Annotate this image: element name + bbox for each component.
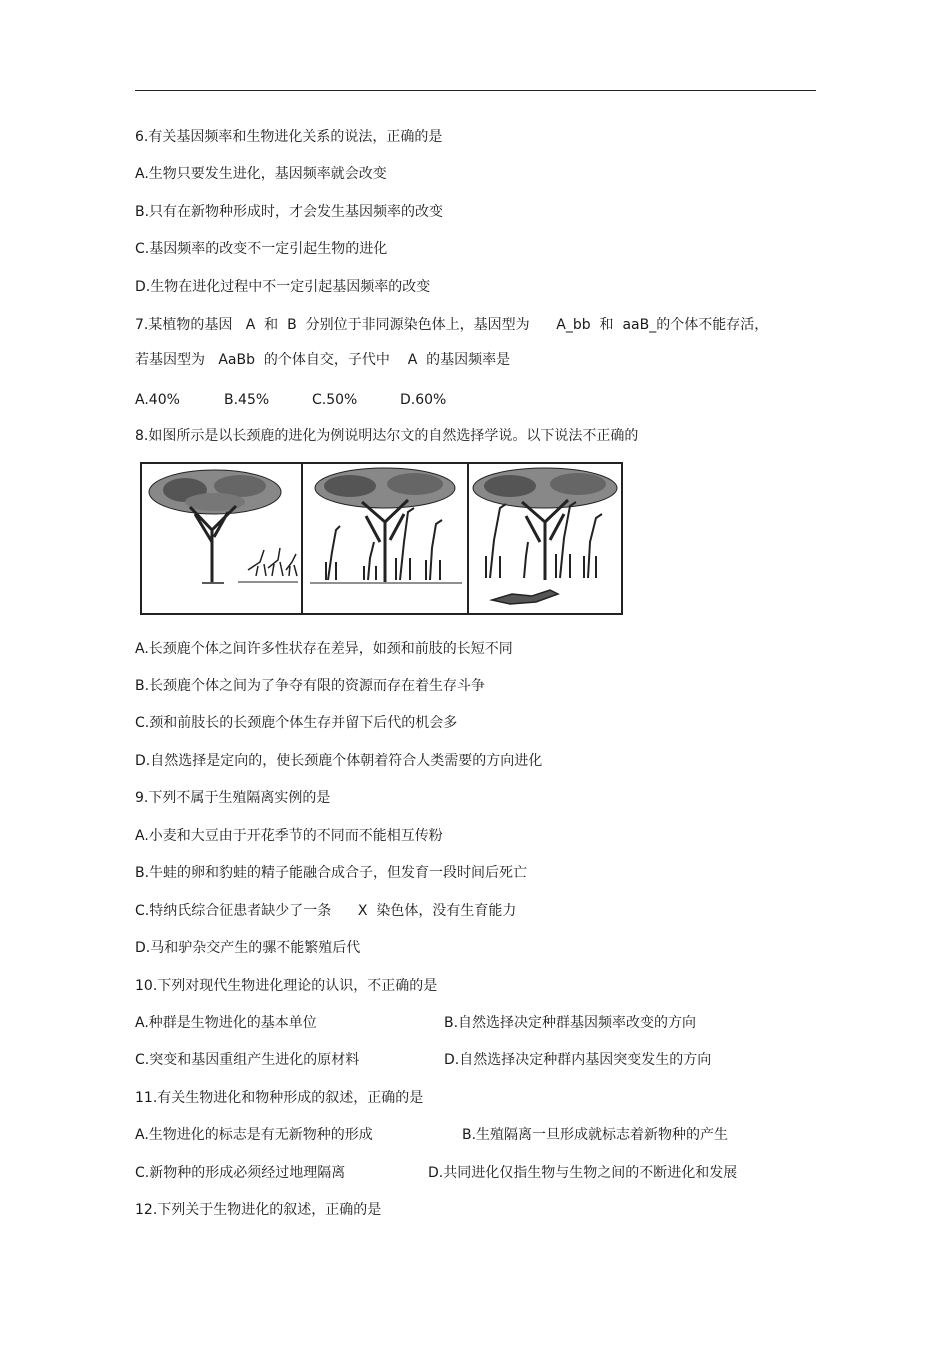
q9-option-a: A.小麦和大豆由于开花季节的不同而不能相互传粉 (135, 828, 443, 844)
q6-option-c: C.基因频率的改变不一定引起生物的进化 (135, 241, 388, 257)
q7-stem-line2: 若基因型为 AaBb 的个体自交，子代中 A 的基因频率是 (135, 352, 511, 368)
q8-option-d: D.自然选择是定向的，使长颈鹿个体朝着符合人类需要的方向进化 (135, 753, 543, 769)
q9-option-c: C.特纳氏综合征患者缺少了一条 X 染色体，没有生育能力 (135, 903, 517, 919)
header-rule (135, 90, 816, 91)
giraffe-evolution-figure (140, 462, 623, 615)
q8-option-a: A.长颈鹿个体之间许多性状存在差异，如颈和前肢的长短不同 (135, 641, 513, 657)
q7-stem-line1: 7.某植物的基因 A 和 B 分别位于非同源染色体上，基因型为 A_bb 和 aaB_的个体不能存活， (135, 317, 769, 333)
q11-option-c: C.新物种的形成必须经过地理隔离 (135, 1165, 346, 1181)
q7-option-b: B.45% (224, 392, 270, 408)
q8-option-b: B.长颈鹿个体之间为了争夺有限的资源而存在着生存斗争 (135, 678, 486, 694)
q10-option-a: A.种群是生物进化的基本单位 (135, 1015, 317, 1031)
q7-option-c: C.50% (312, 392, 358, 408)
q12-stem: 12.下列关于生物进化的叙述，正确的是 (135, 1202, 382, 1218)
q6-option-b: B.只有在新物种形成时，才会发生基因频率的改变 (135, 204, 444, 220)
q11-stem: 11.有关生物进化和物种形成的叙述，正确的是 (135, 1090, 424, 1106)
q8-option-c: C.颈和前肢长的长颈鹿个体生存并留下后代的机会多 (135, 715, 458, 731)
q6-option-d: D.生物在进化过程中不一定引起基因频率的改变 (135, 279, 431, 295)
q9-stem: 9.下列不属于生殖隔离实例的是 (135, 790, 331, 806)
q10-option-b: B.自然选择决定种群基因频率改变的方向 (444, 1015, 697, 1031)
q11-option-d: D.共同进化仅指生物与生物之间的不断进化和发展 (428, 1165, 738, 1181)
q7-option-d: D.60% (400, 392, 447, 408)
q7-option-a: A.40% (135, 392, 180, 408)
q6-stem: 6.有关基因频率和生物进化关系的说法，正确的是 (135, 129, 443, 145)
q9-option-d: D.马和驴杂交产生的骡不能繁殖后代 (135, 940, 361, 956)
q11-option-b: B.生殖隔离一旦形成就标志着新物种的产生 (462, 1127, 729, 1143)
q10-stem: 10.下列对现代生物进化理论的认识，不正确的是 (135, 978, 438, 994)
q10-option-c: C.突变和基因重组产生进化的原材料 (135, 1052, 360, 1068)
q6-option-a: A.生物只要发生进化，基因频率就会改变 (135, 166, 387, 182)
q8-stem: 8.如图所示是以长颈鹿的进化为例说明达尔文的自然选择学说。以下说法不正确的 (135, 428, 639, 444)
q11-option-a: A.生物进化的标志是有无新物种的形成 (135, 1127, 373, 1143)
q9-option-b: B.牛蛙的卵和豹蛙的精子能融合成合子，但发育一段时间后死亡 (135, 865, 528, 881)
q10-option-d: D.自然选择决定种群内基因突变发生的方向 (444, 1052, 712, 1068)
